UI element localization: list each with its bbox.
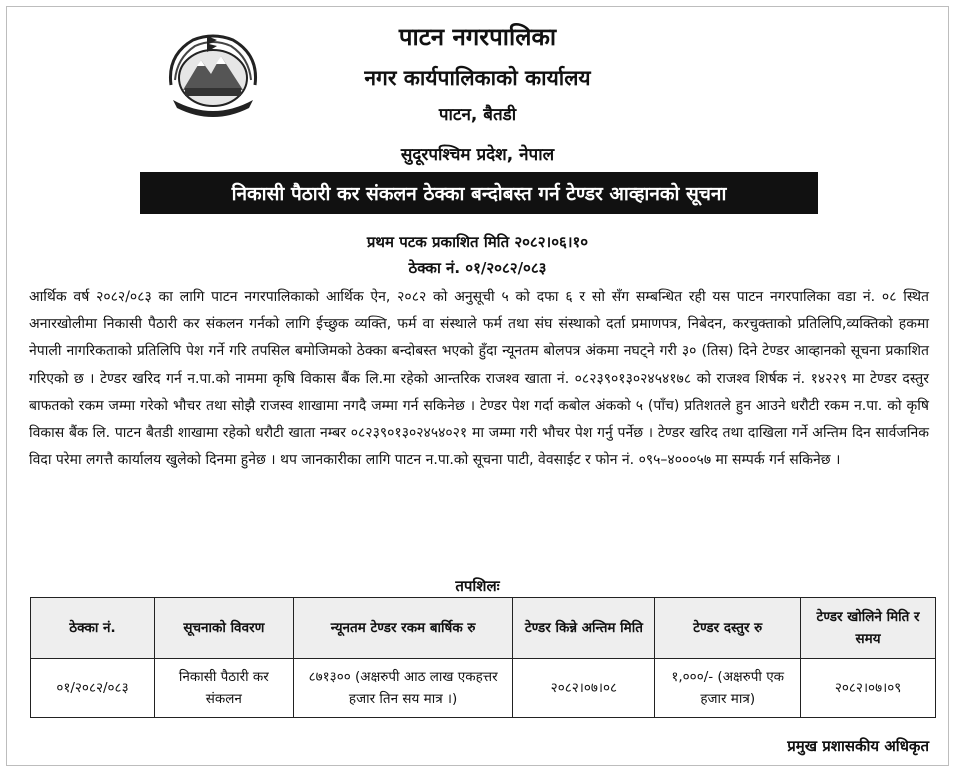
- municipality-name: पाटन नगरपालिका: [398, 23, 557, 51]
- tender-table: [30, 597, 936, 718]
- table-cell: ८७१३०० (अक्षरुपी आठ लाख एकहत्तर हजार तिन सय मात्र ।): [293, 659, 513, 718]
- table-header: न्यूनतम टेण्डर रकम बार्षिक रु: [293, 598, 513, 659]
- table-header: टेण्डर खोलिने मिति र समय: [801, 598, 936, 659]
- province-country: सुदूरपश्चिम प्रदेश, नेपाल: [400, 145, 555, 165]
- signatory: प्रमुख प्रशासकीय अधिकृत: [787, 737, 929, 755]
- table-header-row: [31, 598, 936, 659]
- table-cell: १,०००/- (अक्षरुपी एक हजार मात्र): [655, 659, 801, 718]
- table-cell: २०८२।०७।०८: [513, 659, 655, 718]
- table-header: टेण्डर किन्ने अन्तिम मिति: [513, 598, 655, 659]
- table-cell: २०८२।०७।०९: [801, 659, 936, 718]
- table-cell: ०१/२०८२/०८३: [31, 659, 155, 718]
- published-date: प्रथम पटक प्रकाशित मिति २०८२।०६।१०: [366, 233, 589, 251]
- table-cell: निकासी पैठारी कर संकलन: [154, 659, 293, 718]
- table-header: टेण्डर दस्तुर रु: [655, 598, 801, 659]
- table-row: [31, 659, 936, 718]
- schedule-title: तपशिलः: [455, 577, 500, 595]
- table-header: ठेक्का नं.: [31, 598, 155, 659]
- notice-title: निकासी पैठारी कर संकलन ठेक्का बन्दोबस्त गर्न टेण्डर आव्हानको सूचना: [140, 172, 818, 214]
- notice-body: आर्थिक वर्ष २०८२/०८३ का लागि पाटन नगरपालिकाको आर्थिक ऐन, २०८२ को अनुसूची ५ को दफा ६ र सो सँग सम्बन्धित रही यस पाटन नगरपालिका वडा नं. ०८ स्थित अनारखोलीमा निकासी पैठारी कर संकलन गर्नको लागि ईच्छुक व्यक्ति, फर्म वा संस्थाले फर्म तथा संघ संस्थाको दर्ता प्रमाणपत्र, निबेदन, करचुक्ताको प्रतिलिपि,व्यक्तिको हकमा नेपाली नागरिकताको प्रतिलिपि पेश गर्ने गरि तपसिल बमोजिमको ठेक्का बन्दोबस्त भएको हुँदा न्यूनतम बोलपत्र अंकमा नघट्ने गरी ३० (तिस) दिने टेण्डर आव्हानको सूचना प्रकाशित गरिएको छ । टेण्डर खरिद गर्न न.पा.को नाममा कृषि विकास बैंक लि.मा रहेको आन्तरिक राजश्व खाता नं. ०८२३९०१३०२४५४१७८ को राजश्व शिर्षक नं. १४२२९ मा टेण्डर दस्तुर बाफतको रकम जम्मा गरेको भौचर तथा सोझै राजस्व शाखामा नगदै जम्मा गर्न सकिनेछ । टेण्डर पेश गर्दा कबोल अंकको ५ (पाँच) प्रतिशतले हुन आउने धरौटी रकम न.पा. को कृषि विकास बैंक लि. पाटन बैतडी शाखामा रहेको धरौटी खाता नम्बर ०८२३९०१३०२४५४०२१ मा जम्मा गरी भौचर पेश गर्नु पर्नेछ । टेण्डर खरिद तथा दाखिला गर्ने अन्तिम दिन सार्वजनिक विदा परेमा लगत्तै कार्यालय खुलेको दिनमा हुनेछ । थप जानकारीका लागि पाटन न.पा.को सूचना पाटी, वेवसाईट र फोन नं. ०९५–४०००५७ मा सम्पर्क गर्न सकिनेछ ।: [29, 289, 929, 469]
- table-header: सूचनाको विवरण: [154, 598, 293, 659]
- contract-number: ठेक्का नं. ०१/२०८२/०८३: [408, 259, 547, 277]
- office-name: नगर कार्यपालिकाको कार्यालय: [364, 66, 591, 90]
- office-location: पाटन, बैतडी: [438, 105, 517, 125]
